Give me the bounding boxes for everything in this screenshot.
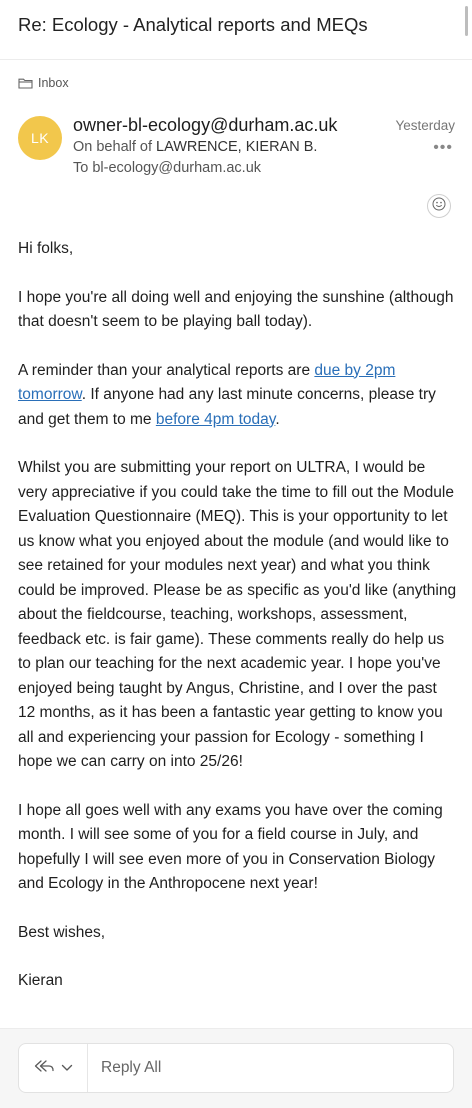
reply-all-icon (33, 1059, 55, 1078)
chevron-down-icon (61, 1059, 73, 1077)
scroll-indicator[interactable] (465, 6, 468, 36)
deadline-link-today[interactable]: before 4pm today (155, 410, 276, 428)
reply-options-button[interactable] (19, 1044, 88, 1092)
signature: Kieran (18, 972, 63, 989)
add-reaction-button[interactable] (427, 194, 451, 218)
paragraph-2-text-c: . (275, 410, 280, 428)
avatar[interactable] (18, 116, 62, 160)
recipient-line[interactable]: To bl-ecology@durham.ac.uk (73, 160, 262, 176)
paragraph-2-text-b: . If anyone had any last minute concerns, please try and get them to me (18, 386, 436, 428)
message-timestamp: Yesterday (395, 118, 455, 133)
reply-all-label[interactable]: Reply All (101, 1059, 162, 1076)
paragraph-2-text-a: A reminder than your analytical reports are (18, 361, 315, 379)
paragraph-4: I hope all goes well with any exams you have over the coming month. I will see some of you for a field course in July, and hopefully I will see even more of you in Conservation Biology and Ecology in the Anthropocene next year! (18, 801, 443, 892)
more-options-button[interactable]: ••• (433, 139, 453, 156)
on-behalf-line (73, 139, 317, 155)
on-behalf-name[interactable]: LAWRENCE, KIERAN B. (156, 139, 318, 155)
message-body (18, 237, 458, 1018)
folder-icon (18, 77, 33, 89)
deadline-link-tomorrow[interactable]: due by 2pm tomorrow (18, 361, 396, 403)
avatar-initials: LK (30, 130, 50, 146)
subject-bar (0, 0, 472, 60)
smiley-icon (432, 197, 446, 216)
paragraph-3: Whilst you are submitting your report on ULTRA, I would be very appreciative if you could take the time to fill out the Module Evaluation Questionnaire (MEQ). This is your opportunity to let us know what you enjoyed about the module (and would like to see retained for your modules next year) and what you think could be improved. Please be as specific as you'd like (anything about the fieldcourse, teaching, workshops, assessment, feedback etc. is fair game). These comments really do help us to plan our teaching for the next academic year. I hope you've enjoyed being taught by Angus, Christine, and I over the past 12 months, as it has been a fantastic year getting to know you all and experiencing your passion for Ecology - something I hope we can carry on into 25/26! (18, 459, 457, 770)
paragraph-2 (18, 359, 458, 433)
email-subject: Re: Ecology - Analytical reports and MEQs (18, 14, 368, 35)
reply-all-bar[interactable] (18, 1043, 454, 1093)
paragraph-1: I hope you're all doing well and enjoying the sunshine (although that doesn't seem to be playing ball today). (18, 288, 454, 330)
sender-email[interactable]: owner-bl-ecology@durham.ac.uk (73, 115, 338, 135)
on-behalf-prefix: On behalf of (73, 139, 157, 155)
greeting: Hi folks, (18, 240, 74, 257)
folder-label: Inbox (38, 76, 69, 90)
folder-breadcrumb[interactable] (18, 73, 69, 93)
closing: Best wishes, (18, 923, 106, 941)
